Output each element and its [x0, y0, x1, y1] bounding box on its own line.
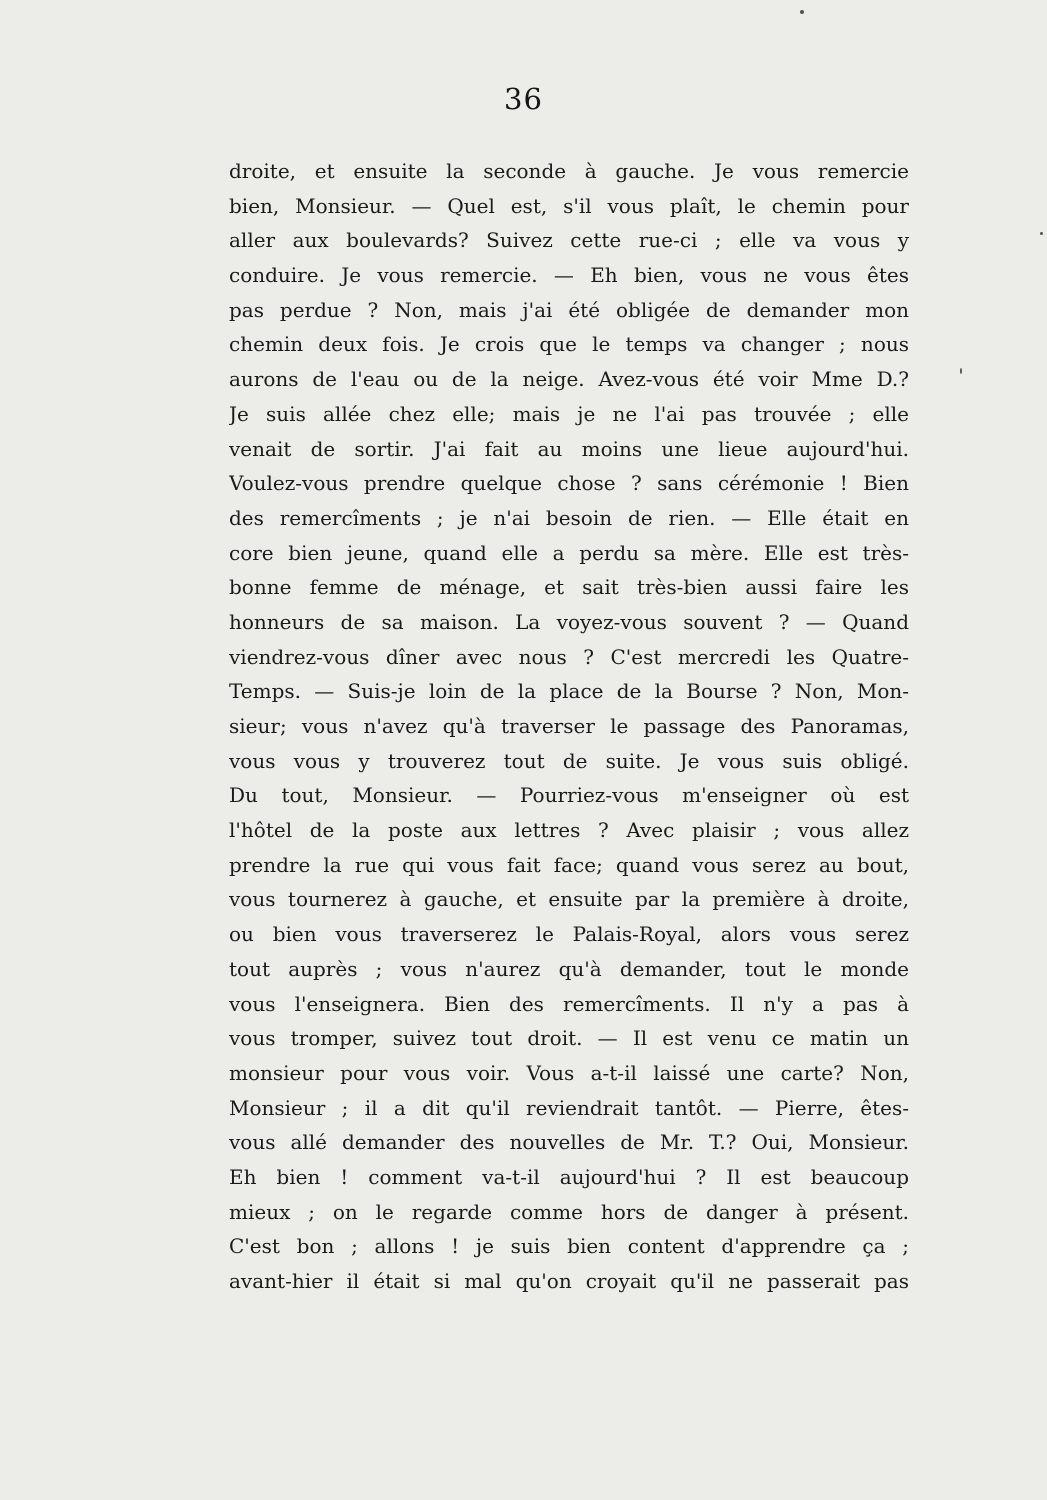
text-line: honneurs de sa maison. La voyez-vous souvent ? — Quand	[229, 609, 909, 634]
text-line: Voulez-vous prendre quelque chose ? sans cérémonie ! Bien	[229, 471, 909, 496]
text-line: C'est bon ; allons ! je suis bien content d'apprendre ça ;	[229, 1234, 909, 1259]
ink-speck	[1040, 232, 1043, 235]
ink-speck	[960, 368, 962, 374]
text-line: monsieur pour vous voir. Vous a-t-il laissé une carte? Non,	[229, 1060, 909, 1085]
body-text	[229, 154, 909, 1299]
text-line: core bien jeune, quand elle a perdu sa mère. Elle est très-	[229, 540, 909, 565]
text-line: l'hôtel de la poste aux lettres ? Avec plaisir ; vous allez	[229, 818, 909, 843]
text-line: Du tout, Monsieur. — Pourriez-vous m'enseigner où est	[229, 783, 909, 808]
page-number: 36	[504, 82, 543, 116]
text-line: prendre la rue qui vous fait face; quand vous serez au bout,	[229, 852, 909, 877]
ink-speck	[800, 10, 804, 14]
text-line: des remercîments ; je n'ai besoin de rien. — Elle était en	[229, 505, 909, 530]
text-line: pas perdue ? Non, mais j'ai été obligée de demander mon	[229, 297, 909, 322]
text-line: vous tournerez à gauche, et ensuite par la première à droite,	[229, 887, 909, 912]
text-line: droite, et ensuite la seconde à gauche. Je vous remercie	[229, 159, 909, 183]
text-line: bien, Monsieur. — Quel est, s'il vous plaît, le chemin pour	[229, 193, 909, 218]
text-line: Temps. — Suis-je loin de la place de la Bourse ? Non, Mon-	[229, 679, 909, 704]
text-line: avant-hier il était si mal qu'on croyait qu'il ne passerait pas	[229, 1269, 909, 1293]
text-line: chemin deux fois. Je crois que le temps va changer ; nous	[229, 332, 909, 357]
text-line: vous tromper, suivez tout droit. — Il est venu ce matin un	[229, 1026, 909, 1051]
text-line: Je suis allée chez elle; mais je ne l'ai pas trouvée ; elle	[229, 401, 909, 426]
text-line: viendrez-vous dîner avec nous ? C'est mercredi les Quatre-	[229, 644, 909, 669]
text-line: tout auprès ; vous n'aurez qu'à demander, tout le monde	[229, 956, 909, 981]
text-line: Eh bien ! comment va-t-il aujourd'hui ? Il est beaucoup	[229, 1164, 909, 1189]
text-line: aller aux boulevards? Suivez cette rue-ci ; elle va vous y	[229, 228, 909, 253]
text-line: Monsieur ; il a dit qu'il reviendrait tantôt. — Pierre, êtes-	[229, 1095, 909, 1120]
text-line: venait de sortir. J'ai fait au moins une lieue aujourd'hui.	[229, 436, 909, 461]
text-line: aurons de l'eau ou de la neige. Avez-vous été voir Mme D.?	[229, 367, 909, 392]
text-line: vous vous y trouverez tout de suite. Je vous suis obligé.	[229, 748, 909, 773]
text-line: vous allé demander des nouvelles de Mr. T.? Oui, Monsieur.	[229, 1130, 909, 1155]
text-line: conduire. Je vous remercie. — Eh bien, vous ne vous êtes	[229, 263, 909, 288]
text-line: sieur; vous n'avez qu'à traverser le passage des Panoramas,	[229, 714, 909, 738]
text-line: bonne femme de ménage, et sait très-bien aussi faire les	[229, 575, 909, 600]
text-line: mieux ; on le regarde comme hors de danger à présent.	[229, 1199, 909, 1224]
text-line: vous l'enseignera. Bien des remercîments. Il n'y a pas à	[229, 991, 909, 1016]
text-line: ou bien vous traverserez le Palais-Royal, alors vous serez	[229, 922, 909, 947]
